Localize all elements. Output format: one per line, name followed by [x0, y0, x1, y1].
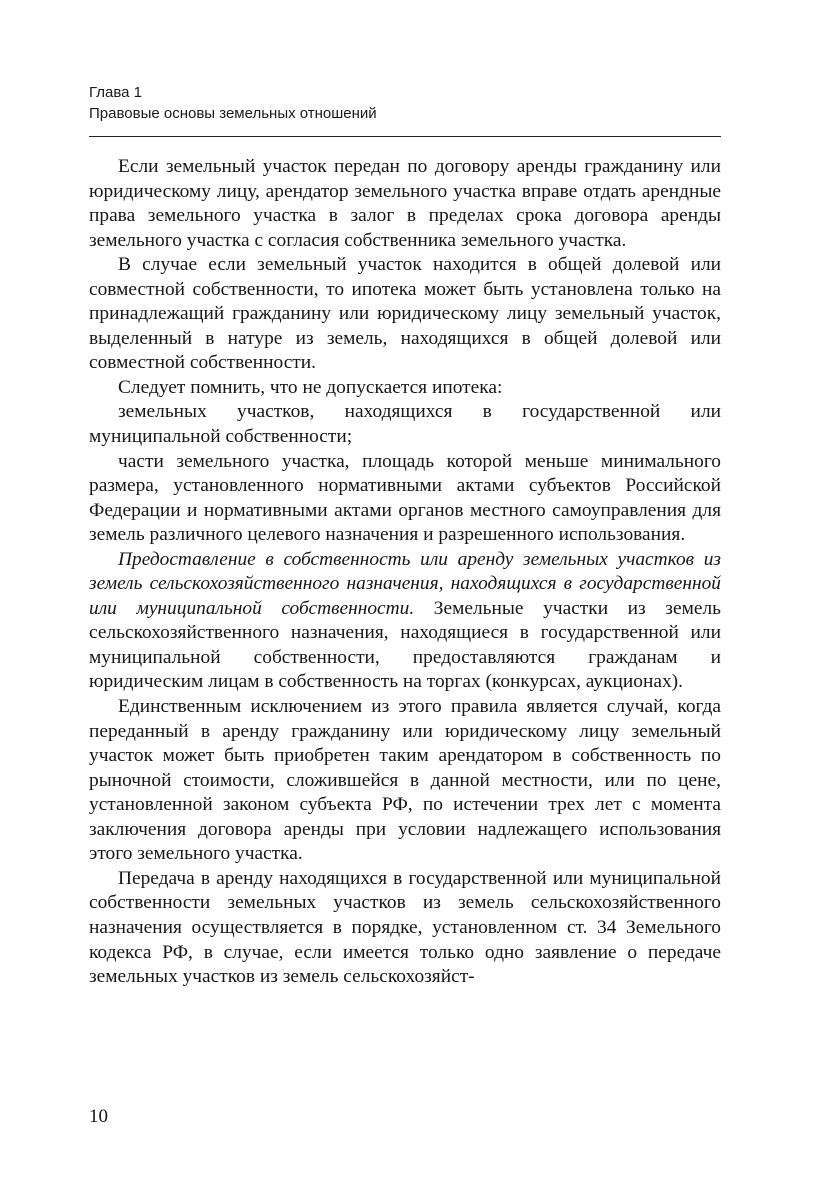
- body-text: [89, 155, 721, 990]
- paragraph-text: части земельного участка, площадь которой меньше минимального размера, установленного нормативными актами субъектов Российской Федерации и нормативными актами органов местного самоуправления для земель различного целевого назначения и разрешенного использования.: [89, 450, 721, 546]
- paragraph: [89, 253, 721, 376]
- paragraph: [89, 548, 721, 695]
- paragraph-text: В случае если земельный участок находится в общей долевой или совместной собственности, то ипотека может быть установлена только на принадлежащий гражданину или юридическому лицу земельный участок, выделенный в натуре из земель, находящихся в общей долевой или совместной собственности.: [89, 254, 721, 374]
- paragraph-text: земельных участков, находящихся в государственной или муниципальной собственности;: [89, 401, 721, 448]
- paragraph-text: Земельные участки из земель сельскохозяйственного назначения, находящиеся в государственной или муниципальной собственности, предоставляются гражданам и юридическим лицам в собственность на торгах (конкурсах, аукционах).: [89, 597, 721, 693]
- paragraph: [89, 695, 721, 867]
- paragraph-text: Если земельный участок передан по договору аренды гражданину или юридическому лицу, арендатор земельного участка вправе отдать арендные права земельного участка в залог в пределах срока договора аренды земельного участка с согласия собственника земельного участка.: [89, 156, 721, 251]
- section-lead-in: Предоставление в собственность или аренду земельных участков из земель сельскохозяйственного назначения, находящихся в государственной или муниципальной собственности.: [89, 548, 721, 619]
- chapter-title: Правовые основы земельных отношений: [89, 105, 377, 122]
- header-divider: [89, 136, 721, 137]
- paragraph: [89, 400, 721, 449]
- chapter-label: Глава 1: [89, 84, 143, 101]
- paragraph-text: Следует помнить, что не допускается ипотека:: [118, 376, 503, 398]
- paragraph: [89, 376, 721, 401]
- running-head: [89, 82, 721, 124]
- paragraph-text: Передача в аренду находящихся в государственной или муниципальной собственности земельных участков из земель сельскохозяйственного назначения осуществляется в порядке, установленном ст. 34 Земельного кодекса РФ, в случае, если имеется только одно заявление о передаче земельных участков из земель сельскохозяйст-: [89, 867, 721, 988]
- paragraph: [89, 867, 721, 990]
- paragraph: [89, 155, 721, 253]
- page-number: 10: [89, 1106, 108, 1127]
- paragraph-text: Единственным исключением из этого правила является случай, когда переданный в аренду гражданину или юридическому лицу земельный участок может быть приобретен таким арендатором в собственность по рыночной стоимости, сложившейся в данной местности, или по цене, установленной законом субъекта РФ, по истечении трех лет с момента заключения договора аренды при условии надлежащего использования этого земельного участка.: [89, 696, 721, 865]
- paragraph: [89, 450, 721, 548]
